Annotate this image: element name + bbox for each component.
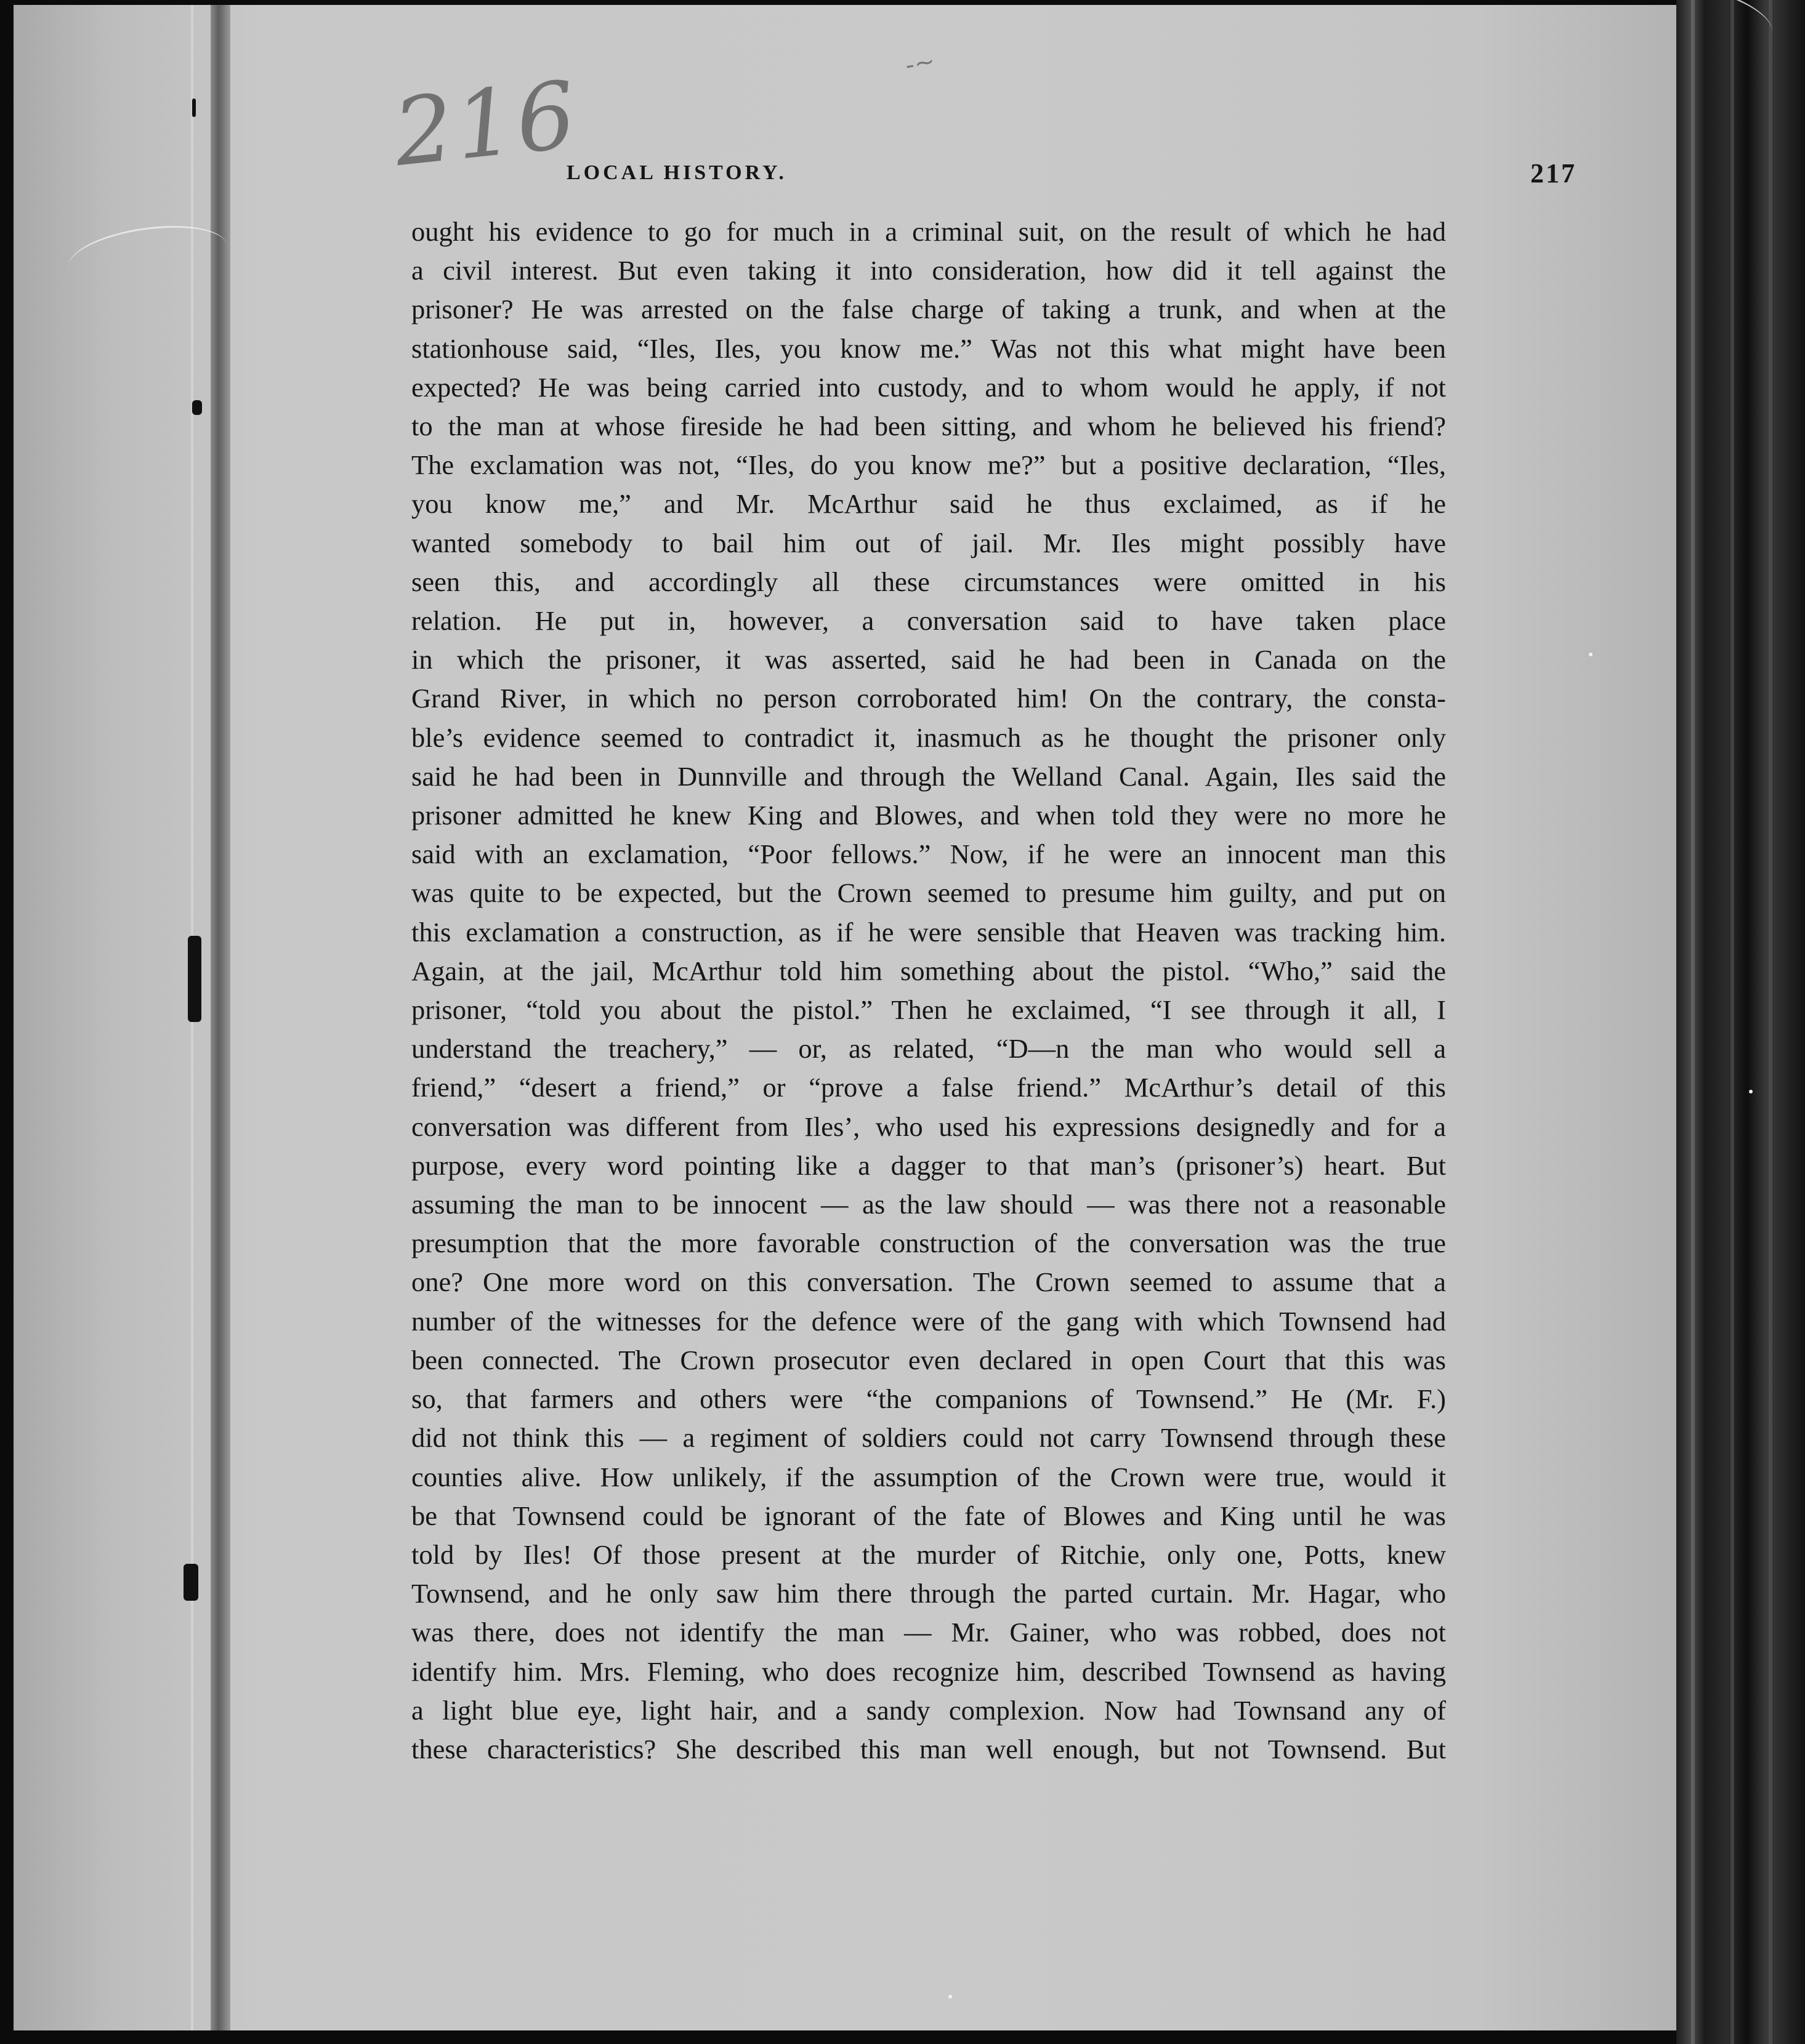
text-line: a light blue eye, light hair, and a sandy complexion. Now had Townsand any of (411, 1694, 1446, 1726)
spine-highlight (1691, 0, 1695, 2044)
pencil-mark: -~ (903, 47, 937, 80)
text-line: wanted somebody to bail him out of jail. Mr. Iles might possibly have (411, 527, 1446, 558)
margin-mark (192, 400, 202, 415)
text-line: assuming the man to be innocent — as the law should — was there not a reasonable (411, 1189, 1446, 1220)
margin-mark (184, 1564, 198, 1601)
text-line: Townsend, and he only saw him there through the parted curtain. Mr. Hagar, who (411, 1578, 1446, 1609)
page-number: 217 (1530, 158, 1577, 188)
text-line: conversation was different from Iles’, who used his expressions designedly and for a (411, 1111, 1446, 1142)
text-line: so, that farmers and others were “the companions of Townsend.” He (Mr. F.) (411, 1383, 1446, 1415)
text-line: stationhouse said, “Iles, Iles, you know me.” Was not this what might have been (411, 332, 1446, 364)
text-line: prisoner? He was arrested on the false charge of taking a trunk, and when at the (411, 294, 1446, 325)
text-line: said with an exclamation, “Poor fellows.” Now, if he were an innocent man this (411, 839, 1446, 870)
text-line: expected? He was being carried into custody, and to whom would he apply, if not (411, 371, 1446, 403)
text-line: prisoner, “told you about the pistol.” Then he exclaimed, “I see through it all, I (411, 994, 1446, 1026)
spine-highlight (1769, 0, 1772, 2044)
text-line: purpose, every word pointing like a dagger to that man’s (prisoner’s) heart. But (411, 1149, 1446, 1181)
text-line: Grand River, in which no person corroborated him! On the contrary, the consta- (411, 683, 1446, 714)
text-line: seen this, and accordingly all these circumstances were omitted in his (411, 566, 1446, 597)
pencil-folio-number: 216 (389, 61, 583, 188)
text-line: friend,” “desert a friend,” or “prove a false friend.” McArthur’s detail of this (411, 1072, 1446, 1103)
text-line: said he had been in Dunnville and through the Welland Canal. Again, Iles said the (411, 760, 1446, 792)
text-line: these characteristics? She described this man well enough, but not Townsend. But (411, 1733, 1446, 1764)
text-line: a civil interest. But even taking it into consideration, how did it tell against the (411, 255, 1446, 286)
text-line: told by Iles! Of those present at the murder of Ritchie, only one, Potts, knew (411, 1539, 1446, 1570)
text-line: was quite to be expected, but the Crown seemed to presume him guilty, and put on (411, 877, 1446, 909)
text-line: presumption that the more favorable construction of the conversation was the true (411, 1228, 1446, 1259)
text-line: one? One more word on this conversation. The Crown seemed to assume that a (411, 1266, 1446, 1298)
text-line: did not think this — a regiment of soldiers could not carry Townsend through these (411, 1422, 1446, 1454)
margin-mark (192, 99, 196, 117)
text-line: ble’s evidence seemed to contradict it, inasmuch as he thought the prisoner only (411, 722, 1446, 753)
text-line: number of the witnesses for the defence were of the gang with which Townsend had (411, 1305, 1446, 1337)
text-line: The exclamation was not, “Iles, do you know me?” but a positive declaration, “Iles, (411, 449, 1446, 481)
text-line: ought his evidence to go for much in a criminal suit, on the result of which he had (411, 216, 1446, 247)
binding-gutter (211, 5, 230, 2030)
text-line: Again, at the jail, McArthur told him something about the pistol. “Who,” said the (411, 955, 1446, 986)
text-line: this exclamation a construction, as if he were sensible that Heaven was tracking him. (411, 916, 1446, 948)
text-line: identify him. Mrs. Fleming, who does recognize him, described Townsend as having (411, 1656, 1446, 1687)
text-line: you know me,” and Mr. McArthur said he thus exclaimed, as if he (411, 488, 1446, 520)
text-line: prisoner admitted he knew King and Blowes, and when told they were no more he (411, 800, 1446, 831)
running-head (406, 158, 1577, 198)
spine-highlight (1730, 0, 1734, 2044)
text-line: to the man at whose fireside he had been sitting, and whom he believed his friend? (411, 411, 1446, 442)
text-line: was there, does not identify the man — Mr. Gainer, who was robbed, does not (411, 1617, 1446, 1648)
text-line: relation. He put in, however, a conversation said to have taken place (411, 605, 1446, 637)
text-line: in which the prisoner, it was asserted, said he had been in Canada on the (411, 644, 1446, 675)
dust-fleck (1749, 1090, 1753, 1093)
text-line: understand the treachery,” — or, as related, “D—n the man who would sell a (411, 1033, 1446, 1064)
body-text (411, 212, 1446, 1769)
dust-fleck (1589, 653, 1593, 656)
dust-fleck (948, 1995, 952, 1998)
text-line: been connected. The Crown prosecutor even declared in open Court that this was (411, 1344, 1446, 1375)
running-head-title: LOCAL HISTORY. (567, 161, 787, 184)
text-line: be that Townsend could be ignorant of the fate of Blowes and King until he was (411, 1500, 1446, 1531)
text-line: counties alive. How unlikely, if the assumption of the Crown were true, would it (411, 1461, 1446, 1492)
book-spine-edge (1676, 0, 1805, 2044)
margin-mark (188, 936, 201, 1022)
